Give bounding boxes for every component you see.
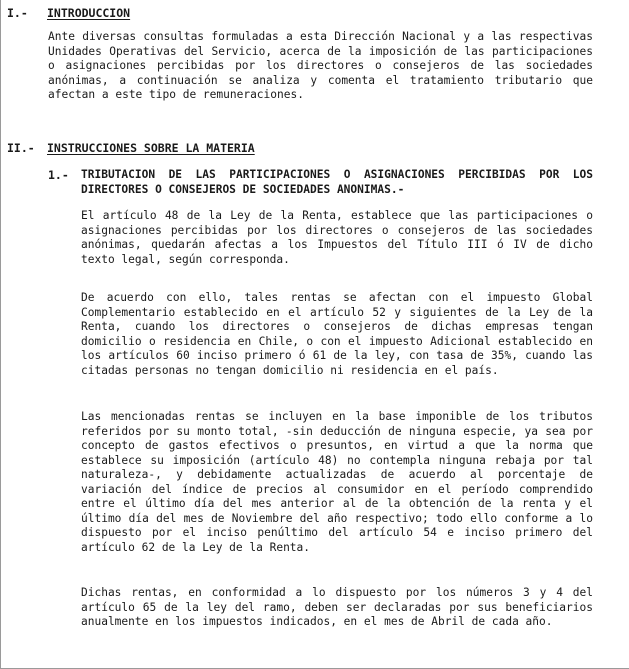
section-title: INTRODUCCION [47, 6, 131, 20]
section-number: I.- [7, 6, 28, 20]
subsection-number [48, 168, 69, 182]
subsection-number-text: 1.- [48, 168, 69, 182]
section-heading-introduccion [7, 6, 130, 20]
body-paragraph: De acuerdo con ello, tales rentas se afectan con el impuesto Global Complementario establecido en el artículo 52 y siguientes de la Ley de la Renta, cuando los directores o consejeros de dichas empresas tengan domicilio o residencia en Chile, o con el impuesto Adicional establecido en los artículos 60 inciso primero ó 61 de la ley, con tasa de 35%, cuando las citadas personas no tengan domicilio ni residencia en el país. [81, 291, 593, 377]
section-number: II.- [7, 141, 35, 155]
body-paragraph: Dichas rentas, en conformidad a lo dispuesto por los números 3 y 4 del artículo 65 de la ley del ramo, deben ser declaradas por sus beneficiarios anualmente en los impuestos indicados, en el mes de Abril de cada año. [81, 586, 593, 628]
body-paragraph: El artículo 48 de la Ley de la Renta, establece que las participaciones o asignaciones percibidas por los directores o consejeros de las sociedades anónimas, quedarán afectas a los Impuestos del Título III ó IV de dicho texto legal, según corresponda. [81, 209, 593, 266]
section-title: INSTRUCCIONES SOBRE LA MATERIA [47, 141, 255, 155]
subsection-title: TRIBUTACION DE LAS PARTICIPACIONES O ASIGNACIONES PERCIBIDAS POR LOS DIRECTORES O CONSEJEROS DE SOCIEDADES ANONIMAS.- [81, 168, 593, 196]
intro-paragraph: Ante diversas consultas formuladas a esta Dirección Nacional y a las respectivas Unidades Operativas del Servicio, acerca de la imposición de las participaciones o asignaciones percibidas por los directores o consejeros de las sociedades anónimas, a continuación se analiza y comenta el tratamiento tributario que afectan a este tipo de remuneraciones. [48, 30, 593, 101]
section-heading-instrucciones [7, 141, 255, 155]
body-paragraph: Las mencionadas rentas se incluyen en la base imponible de los tributos referidos por su monto total, -sin deducción de ninguna especie, ya sea por concepto de gastos efectivos o presuntos, en virtud a que la norma que establece su imposición (artículo 48) no contempla ninguna rebaja por tal naturaleza-, y debidamente actualizadas de acuerdo al porcentaje de variación del índice de precios al consumidor en el período comprendido entre el último día del mes anterior al de la obtención de la renta y el último día del mes de Noviembre del año respectivo; todo ello conforme a lo dispuesto por el inciso penúltimo del artículo 54 e inciso primero del artículo 62 de la Ley de la Renta. [81, 410, 593, 554]
